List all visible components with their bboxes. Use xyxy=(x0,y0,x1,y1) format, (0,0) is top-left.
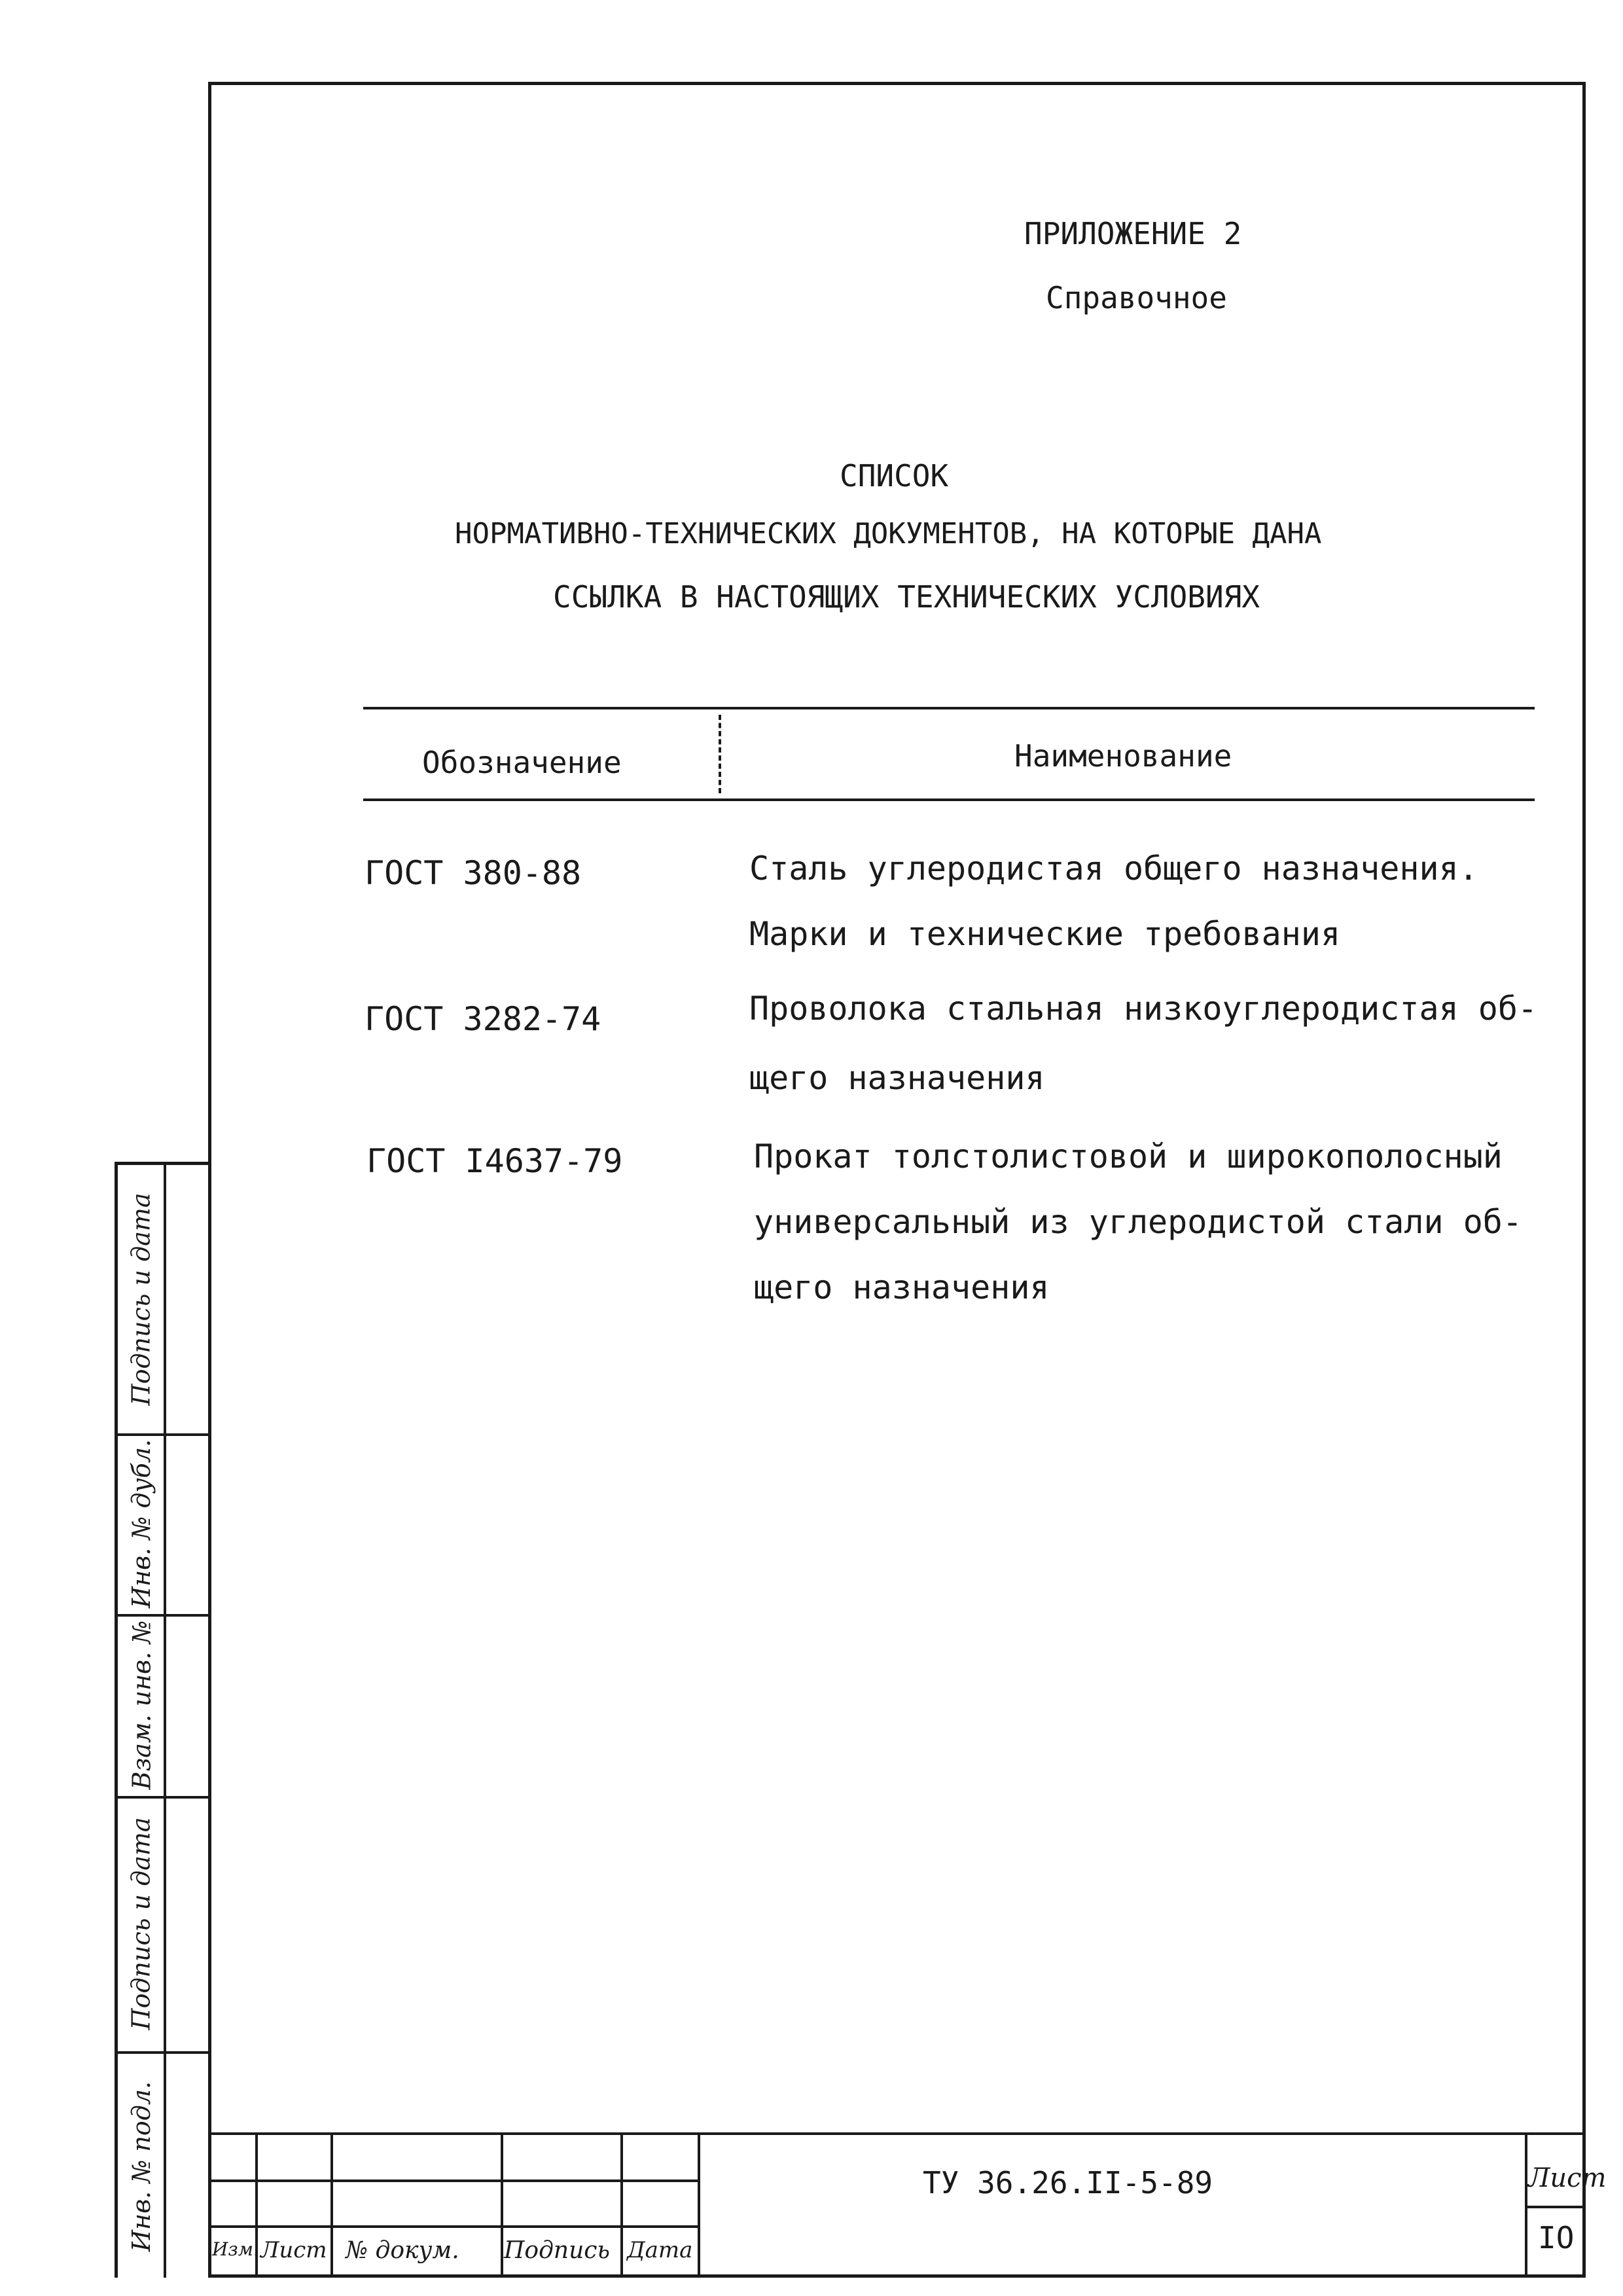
col-date: Дата xyxy=(627,2237,693,2263)
table-header-rule xyxy=(363,798,1535,801)
table-top-rule xyxy=(363,707,1535,709)
row-3-designation: ГОСТ I4637-79 xyxy=(366,1142,623,1180)
strip-label-orig-inv-no: Инв. № подл. xyxy=(127,2081,156,2251)
strip-label-signature-date-2: Подпись и дата xyxy=(127,1817,156,2030)
heading-line-2: НОРМАТИВНО-ТЕХНИЧЕСКИХ ДОКУМЕНТОВ, НА КОТОРЫЕ ДАНА xyxy=(455,517,1322,550)
col-doc-no: № докум. xyxy=(346,2237,459,2264)
header-designation: Обозначение xyxy=(422,745,622,780)
row-3-name-line-1: Прокат толстолистовой и широкополосный xyxy=(754,1138,1503,1175)
row-1-designation: ГОСТ 380-88 xyxy=(365,854,582,892)
heading-line-1: СПИСОК xyxy=(840,458,949,493)
strip-label-replaced-inv-no: Взам. инв. № xyxy=(127,1620,156,1790)
row-3-name-line-3: щего назначения xyxy=(754,1268,1050,1306)
col-signature: Подпись xyxy=(504,2237,611,2264)
row-2-name-line-2: щего назначения xyxy=(749,1059,1045,1097)
document-code: ТУ 36.26.II-5-89 xyxy=(923,2165,1213,2200)
binding-strip xyxy=(115,1162,208,2278)
appendix-title: ПРИЛОЖЕНИЕ 2 xyxy=(1024,216,1242,251)
header-name: Наименование xyxy=(1014,738,1232,774)
strip-label-dup-inv-no: Инв. № дубл. xyxy=(127,1439,156,1609)
row-2-name-line-1: Проволока стальная низкоуглеродистая об- xyxy=(749,990,1538,1028)
appendix-subtitle: Справочное xyxy=(1046,280,1227,315)
col-izm: Изм. xyxy=(212,2238,259,2260)
sheet-number: IO xyxy=(1538,2220,1575,2255)
row-3-name-line-2: универсальный из углеродистой стали об- xyxy=(754,1203,1522,1241)
row-1-name-line-2: Марки и технические требования xyxy=(749,915,1341,953)
row-1-name-line-1: Сталь углеродистая общего назначения. xyxy=(749,850,1478,888)
sheet-label: Лист xyxy=(1528,2163,1607,2193)
heading-line-3: ССЫЛКА В НАСТОЯЩИХ ТЕХНИЧЕСКИХ УСЛОВИЯХ xyxy=(553,579,1260,615)
table-header-divider xyxy=(719,715,724,793)
row-2-designation: ГОСТ 3282-74 xyxy=(365,1000,601,1038)
strip-label-signature-date-1: Подпись и дата xyxy=(127,1193,156,1406)
col-list: Лист xyxy=(260,2237,327,2263)
